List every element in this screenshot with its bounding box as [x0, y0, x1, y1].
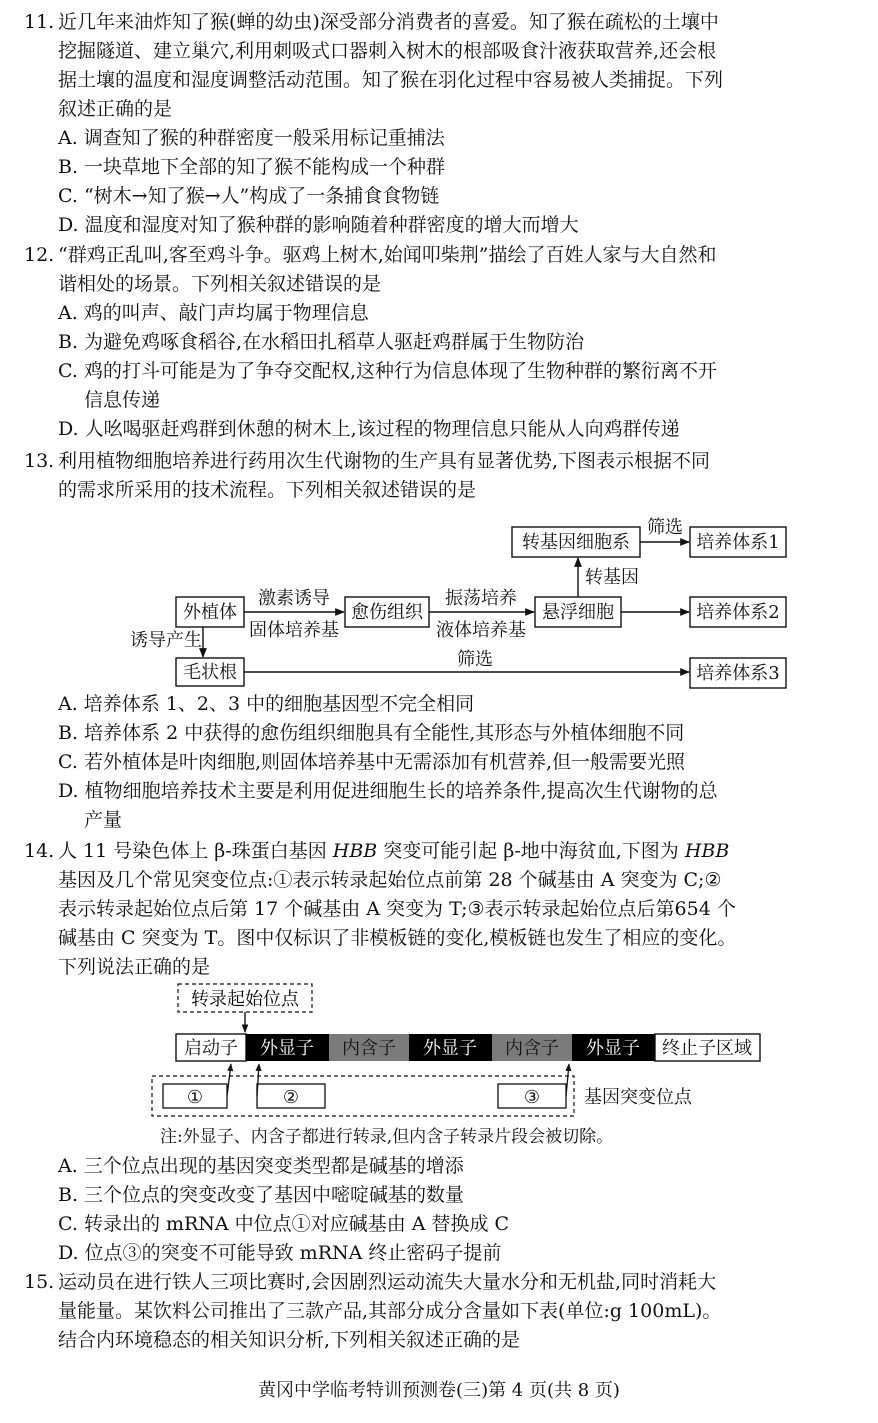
option-c: C. “树木→知了猴→人”构成了一条捕食食物链	[58, 185, 440, 207]
exon-label: 外显子	[423, 1038, 477, 1059]
mutation-sites-label: 基因突变位点	[584, 1087, 692, 1108]
terminator-label: 终止子区域	[662, 1038, 752, 1059]
intron-label: 内含子	[342, 1038, 396, 1059]
induce-label: 诱导产生	[130, 630, 202, 651]
gene-structure-diagram	[0, 980, 878, 1152]
culture-flow-diagram	[0, 505, 878, 695]
question-text: 挖掘隧道、建立巢穴,利用刺吸式口器刺入树木的根部吸食汁液获取营养,还会根	[58, 40, 717, 62]
option-c: C. 鸡的打斗可能是为了争夺交配权,这种行为信息体现了生物种群的繁衍离不开	[58, 360, 717, 382]
question-text: 叙述正确的是	[58, 98, 173, 120]
option-d: D. 温度和湿度对知了猴种群的影响随着种群密度的增大而增大	[58, 214, 579, 236]
question-text: 人 11 号染色体上 β-珠蛋白基因	[58, 840, 333, 862]
callus-label: 愈伤组织	[351, 602, 423, 623]
site1-label: ①	[186, 1087, 204, 1108]
question-text: 据土壤的温度和湿度调整活动范围。知了猴在羽化过程中容易被人类捕捉。下列	[58, 69, 724, 91]
question-number: 15.	[24, 1271, 55, 1293]
option-a: A. 培养体系 1、2、3 中的细胞基因型不完全相同	[58, 693, 475, 715]
question-text: 基因及几个常见突变位点:①表示转录起始位点前第 28 个碱基由 A 突变为 C;②	[58, 869, 722, 891]
question-number: 13.	[24, 450, 55, 472]
option-d-continued: 产量	[84, 809, 123, 831]
culture2-label: 培养体系2	[696, 602, 780, 623]
intron-label: 内含子	[505, 1038, 559, 1059]
promoter-label: 启动子	[184, 1038, 238, 1059]
tss-label: 转录起始位点	[191, 989, 299, 1010]
question-text: 表示转录起始位点后第 17 个碱基由 A 突变为 T;③表示转录起始位点后第654 个	[58, 898, 736, 920]
question-number: 12.	[24, 244, 55, 266]
hormone-label: 激素诱导	[258, 588, 330, 609]
question-text: 利用植物细胞培养进行药用次生代谢物的生产具有显著优势,下图表示根据不同	[58, 450, 711, 472]
option-c-continued: 信息传递	[84, 389, 161, 411]
question-text: 下列说法正确的是	[58, 956, 211, 978]
question-text: “群鸡正乱叫,客至鸡斗争。驱鸡上树木,始闻叩柴荆”描绘了百姓人家与大自然和	[58, 244, 717, 266]
culture1-label: 培养体系1	[696, 532, 780, 553]
option-b: B. 一块草地下全部的知了猴不能构成一个种群	[58, 156, 446, 178]
transgene-label: 转基因	[585, 567, 639, 588]
arrow-site3	[566, 1064, 569, 1096]
transgenic-label: 转基因细胞系	[522, 532, 630, 553]
option-b: B. 培养体系 2 中获得的愈伤组织细胞具有全能性,其形态与外植体细胞不同	[58, 722, 685, 744]
exon-label: 外显子	[260, 1038, 314, 1059]
question-text: 碱基由 C 突变为 T。图中仅标识了非模板链的变化,模板链也发生了相应的变化。	[58, 927, 737, 949]
diagram-note: 注:外显子、内含子都进行转录,但内含子转录片段会被切除。	[160, 1127, 614, 1147]
question-number: 14.	[24, 840, 55, 862]
site2-label: ②	[282, 1087, 300, 1108]
arrow-site1	[227, 1064, 231, 1096]
option-a: A. 调查知了猴的种群密度一般采用标记重捕法	[58, 127, 445, 149]
option-c: C. 转录出的 mRNA 中位点①对应碱基由 A 替换成 C	[58, 1213, 510, 1235]
option-a: A. 鸡的叫声、敲门声均属于物理信息	[58, 302, 369, 324]
question-text: 量能量。某饮料公司推出了三款产品,其部分成分含量如下表(单位:g 100mL)。	[58, 1300, 722, 1322]
question-text: 谐相处的场景。下列相关叙述错误的是	[58, 273, 382, 295]
explant-label: 外植体	[183, 602, 237, 623]
page-footer: 黄冈中学临考特训预测卷(三)第 4 页(共 8 页)	[258, 1380, 620, 1401]
gene-name: HBB	[684, 840, 730, 862]
question-text: 近几年来油炸知了猴(蝉的幼虫)深受部分消费者的喜爱。知了猴在疏松的土壤中	[58, 11, 719, 33]
option-c: C. 若外植体是叶肉细胞,则固体培养基中无需添加有机营养,但一般需要光照	[58, 751, 686, 773]
shake-label: 振荡培养	[445, 588, 517, 609]
site3-label: ③	[523, 1087, 541, 1108]
liquid-medium-label: 液体培养基	[436, 620, 526, 641]
option-b: B. 为避免鸡啄食稻谷,在水稻田扎稻草人驱赶鸡群属于生物防治	[58, 331, 585, 353]
suspension-label: 悬浮细胞	[542, 602, 614, 623]
option-d: D. 人吆喝驱赶鸡群到休憩的树木上,该过程的物理信息只能从人向鸡群传递	[58, 418, 680, 440]
question-text: 的需求所采用的技术流程。下列相关叙述错误的是	[58, 479, 477, 501]
question-text: 运动员在进行铁人三项比赛时,会因剧烈运动流失大量水分和无机盐,同时消耗大	[58, 1271, 717, 1293]
question-number: 11.	[24, 11, 55, 33]
question-text: 突变可能引起 β-地中海贫血,下图为	[377, 840, 685, 862]
option-b: B. 三个位点的突变改变了基因中嘧啶碱基的数量	[58, 1184, 465, 1206]
screen3-label: 筛选	[457, 649, 493, 670]
screen1-label: 筛选	[647, 517, 683, 538]
exon-label: 外显子	[586, 1038, 640, 1059]
gene-name: HBB	[332, 840, 378, 862]
option-d: D. 植物细胞培养技术主要是利用促进细胞生长的培养条件,提高次生代谢物的总	[58, 780, 718, 802]
option-d: D. 位点③的突变不可能导致 mRNA 终止密码子提前	[58, 1242, 502, 1264]
option-a: A. 三个位点出现的基因突变类型都是碱基的增添	[58, 1155, 464, 1177]
question-text: 结合内环境稳态的相关知识分析,下列相关叙述正确的是	[58, 1329, 521, 1351]
culture3-label: 培养体系3	[696, 663, 780, 684]
solid-medium-label: 固体培养基	[249, 620, 339, 641]
hairy-root-label: 毛状根	[183, 662, 237, 683]
